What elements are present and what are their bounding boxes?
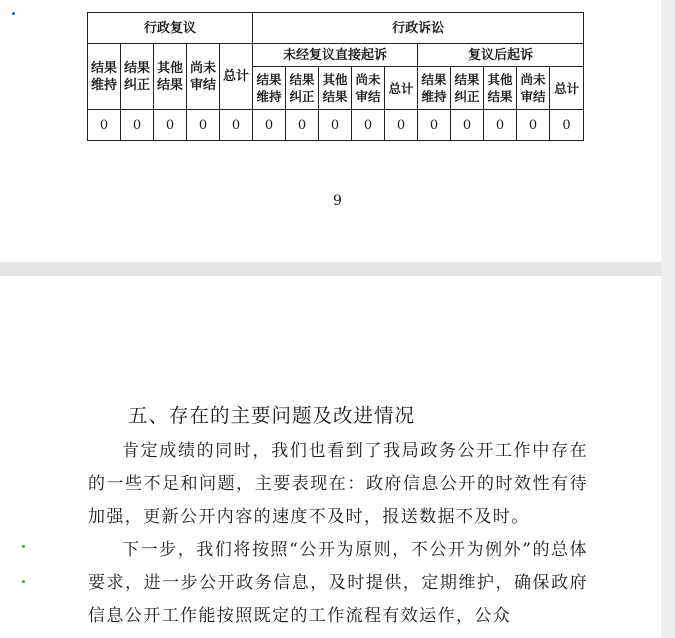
value-cell: 0 [187,110,220,141]
col-upheld: 结果维持 [253,67,286,110]
header-admin-litigation: 行政诉讼 [253,13,584,44]
col-upheld: 结果维持 [418,67,451,110]
value-cell: 0 [550,110,584,141]
col-total: 总计 [220,44,253,110]
col-total: 总计 [550,67,584,110]
page-gap [0,262,675,276]
section-heading: 五、存在的主要问题及改进情况 [128,404,416,427]
col-corrected: 结果纠正 [286,67,319,110]
viewer-right-strip [661,0,675,638]
col-other: 其他结果 [154,44,187,110]
scan-dot-blue [12,12,15,15]
value-cell: 0 [418,110,451,141]
value-cell: 0 [385,110,418,141]
header-admin-review: 行政复议 [88,13,253,44]
value-cell: 0 [451,110,484,141]
paragraph: 肯定成绩的同时，我们也看到了我局政务公开工作中存在的一些不足和问题，主要表现在：政府信息公开的时效性有待加强，更新公开内容的速度不及时，报送数据不及时。 [88,441,588,527]
col-upheld: 结果维持 [88,44,121,110]
header-direct-suit: 未经复议直接起诉 [253,44,418,67]
value-cell: 0 [484,110,517,141]
value-cell: 0 [517,110,550,141]
value-cell: 0 [319,110,352,141]
value-cell: 0 [220,110,253,141]
paragraph: 下一步，我们将按照“公开为原则，不公开为例外”的总体要求，进一步公开政务信息，及时提供，定期维护，确保政府信息公开工作能按照既定的工作流程有效运作，公众 [88,540,588,626]
col-other: 其他结果 [484,67,517,110]
value-cell: 0 [253,110,286,141]
value-cell: 0 [154,110,187,141]
col-pending: 尚未审结 [187,44,220,110]
value-cell: 0 [286,110,319,141]
value-cell: 0 [121,110,154,141]
col-pending: 尚未审结 [352,67,385,110]
header-suit-after-review: 复议后起诉 [418,44,584,67]
col-corrected: 结果纠正 [121,44,154,110]
scan-dot-green [22,545,25,548]
litigation-stats-table [87,12,584,141]
col-other: 其他结果 [319,67,352,110]
section-body [88,435,588,633]
col-total: 总计 [385,67,418,110]
page-number: 9 [333,193,342,209]
scan-dot-green [22,580,25,583]
value-cell: 0 [88,110,121,141]
col-corrected: 结果纠正 [451,67,484,110]
col-pending: 尚未审结 [517,67,550,110]
value-cell: 0 [352,110,385,141]
